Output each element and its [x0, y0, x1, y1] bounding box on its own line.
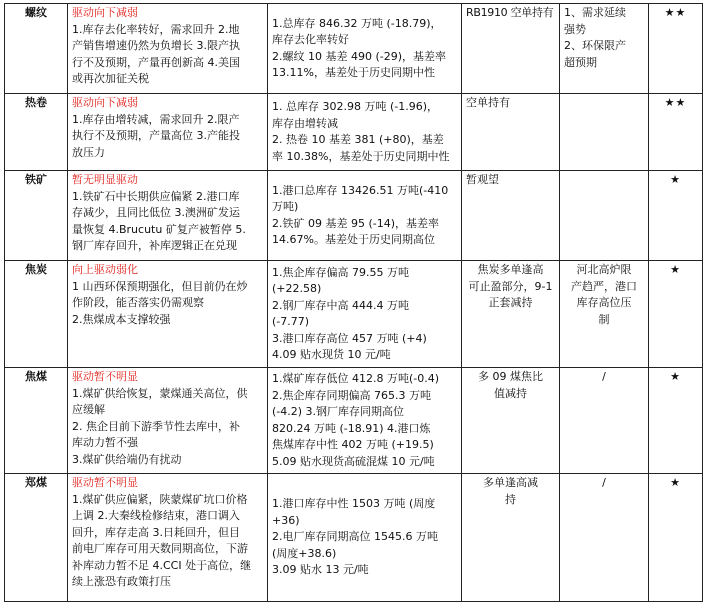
- driver-title: 驱动暂不明显: [72, 370, 138, 383]
- strategy-cell: [462, 4, 560, 94]
- data-line: 2.焦企库存同期偏高 765.3 万吨: [272, 388, 431, 402]
- driver-line: 放压力: [72, 145, 105, 159]
- driver-cell: [68, 4, 268, 94]
- strategy-line: RB1910 空单持有: [466, 6, 554, 19]
- table-row-rebar: [5, 4, 703, 94]
- driver-line: 行不及预期，产量再创新高 4.美国: [72, 55, 240, 69]
- strategy-cell: [462, 474, 560, 602]
- strategy-line: 暂观望: [466, 173, 499, 186]
- rating-stars: ★: [649, 171, 703, 261]
- data-line: 3.09 贴水 13 元/吨: [272, 563, 369, 577]
- data-line: 率 10.38%，基差处于历史同期中性: [272, 149, 450, 163]
- data-line: 1.港口总库存 13426.51 万吨(-410: [272, 183, 449, 197]
- data-line: (周度+38.6): [272, 546, 337, 560]
- data-line: 库存去化率转好: [272, 33, 349, 46]
- driver-line: 库动力暂不强: [72, 436, 138, 449]
- data-line: (-4.2) 3.钢厂库存同期高位: [272, 405, 405, 418]
- data-line: (+22.58): [272, 282, 322, 295]
- driver-line: 量恢复 4.Brucutu 矿复产被暂停 5.: [72, 222, 246, 236]
- rating-stars: ★: [649, 368, 703, 474]
- driver-line: 作阶段，能否落实仍需观察: [72, 296, 204, 309]
- data-line: 1.煤矿库存低位 412.8 万吨(-0.4): [272, 372, 440, 385]
- strategy-cell: [462, 261, 560, 368]
- risk-line: /: [602, 476, 606, 489]
- commodity-name: 螺纹: [5, 4, 68, 94]
- commodity-name: 铁矿: [5, 171, 68, 261]
- driver-title: 驱动向下减弱: [72, 6, 138, 19]
- data-line: 2. 热卷 10 基差 381 (+80)，基差: [272, 133, 444, 146]
- risk-cell: [560, 94, 649, 171]
- risk-line: 制: [598, 312, 610, 326]
- driver-line: 1 山西环保预期强化，但目前仍在炒: [72, 279, 248, 293]
- rating-stars: ★: [649, 261, 703, 368]
- risk-line: 强势: [564, 22, 586, 36]
- driver-cell: [68, 474, 268, 602]
- data-line: 焦煤库存中性 402 万吨 (+19.5): [272, 438, 434, 451]
- risk-line: 河北高炉限: [576, 263, 632, 276]
- rating-stars: ★: [649, 474, 703, 602]
- data-line: 3.港口库存高位 457 万吨 (+4): [272, 331, 427, 345]
- driver-cell: [68, 368, 268, 474]
- data-cell: [268, 368, 462, 474]
- strategy-cell: [462, 94, 560, 171]
- data-cell: [268, 474, 462, 602]
- strategy-line: 持: [505, 492, 516, 506]
- data-line: 4.09 贴水现货 10 元/吨: [272, 348, 391, 361]
- data-line: 2.螺纹 10 基差 490 (-29)，基差率: [272, 49, 447, 63]
- strategy-line: 多 09 煤焦比: [478, 370, 543, 383]
- driver-title: 暂无明显驱动: [72, 173, 138, 186]
- table-row-coking-coal: [5, 368, 703, 474]
- driver-line: 存减少，且同比低位 3.澳洲矿发运: [72, 206, 240, 219]
- data-line: 820.24 万吨 (-18.91) 4.港口炼: [272, 421, 431, 435]
- driver-title: 向上驱动弱化: [72, 263, 138, 276]
- table-row-hot-coil: [5, 94, 703, 171]
- driver-title: 驱动向下减弱: [72, 96, 138, 109]
- table-row-thermal-coal: [5, 474, 703, 602]
- commodity-name: 热卷: [5, 94, 68, 171]
- risk-line: 2、环保限产: [564, 39, 626, 52]
- strategy-cell: [462, 368, 560, 474]
- driver-cell: [68, 261, 268, 368]
- data-line: +36): [272, 513, 300, 527]
- driver-line: 1.库存去化率转好，需求回升 2.地: [72, 22, 240, 36]
- risk-cell: [560, 261, 649, 368]
- driver-line: 续上涨恐有政策打压: [72, 575, 171, 588]
- risk-line: 库存高位压: [576, 296, 632, 309]
- risk-cell: [560, 474, 649, 602]
- driver-line: 前电厂库存可用天数同期高位，下游: [72, 542, 248, 555]
- commodity-name: 焦煤: [5, 368, 68, 474]
- rating-stars: ★★: [649, 4, 703, 94]
- data-line: 13.11%，基差处于历史同期中性: [272, 66, 435, 79]
- data-line: 2.铁矿 09 基差 95 (-14)，基差率: [272, 216, 440, 230]
- driver-line: 1.铁矿石中长期供应偏紧 2.港口库: [72, 189, 240, 203]
- table-row-coke: [5, 261, 703, 368]
- driver-line: 应缓解: [72, 403, 105, 416]
- driver-line: 3.煤矿供给端仍有扰动: [72, 452, 182, 466]
- data-line: (-7.77): [272, 315, 310, 328]
- strategy-line: 值减持: [494, 386, 527, 400]
- table-row-iron-ore: [5, 171, 703, 261]
- driver-line: 执行不及预期，产量高位 3.产能投: [72, 129, 240, 142]
- data-cell: [268, 94, 462, 171]
- rating-stars: ★★: [649, 94, 703, 171]
- data-line: 1.焦企库存偏高 79.55 万吨: [272, 265, 409, 279]
- commodity-name: 焦炭: [5, 261, 68, 368]
- driver-title: 驱动暂不明显: [72, 476, 138, 489]
- risk-line: 1、需求延续: [564, 6, 626, 19]
- strategy-line: 多单逢高减: [483, 476, 538, 489]
- driver-line: 钢厂库存回升，补库逻辑正在兑现: [72, 239, 237, 252]
- data-line: 1.总库存 846.32 万吨 (-18.79)，: [272, 16, 442, 30]
- driver-line: 或再次加征关税: [72, 72, 149, 85]
- risk-line: 超预期: [564, 55, 597, 69]
- driver-line: 2.焦煤成本支撑较强: [72, 312, 171, 326]
- driver-cell: [68, 171, 268, 261]
- strategy-line: 可止盈部分，9-1: [468, 279, 553, 293]
- data-line: 2.钢厂库存中高 444.4 万吨: [272, 298, 409, 312]
- risk-cell: [560, 4, 649, 94]
- commodity-name: 郑煤: [5, 474, 68, 602]
- strategy-line: 正套减持: [488, 296, 533, 309]
- commodity-table: [4, 3, 703, 602]
- driver-line: 产销售增速仍然为负增长 3.限产执: [72, 39, 240, 52]
- data-line: 1. 总库存 302.98 万吨 (-1.96)，: [272, 100, 439, 113]
- risk-cell: [560, 368, 649, 474]
- driver-line: 补库动力暂不足 4.CCI 处于高位，继: [72, 558, 252, 572]
- data-line: 库存由增转减: [272, 116, 338, 130]
- driver-cell: [68, 94, 268, 171]
- data-cell: [268, 171, 462, 261]
- data-line: 2.电厂库存同期高位 1545.6 万吨: [272, 530, 438, 544]
- driver-line: 1.煤矿供给恢复，蒙煤通关高位，供: [72, 386, 248, 400]
- data-line: 万吨): [272, 200, 299, 213]
- risk-cell: [560, 171, 649, 261]
- driver-line: 1.库存由增转减，需求回升 2.限产: [72, 112, 240, 126]
- data-line: 5.09 贴水现货高硫混煤 10 元/吨: [272, 454, 435, 468]
- risk-line: /: [602, 370, 606, 383]
- data-line: 14.67%。基差处于历史同期高位: [272, 233, 435, 246]
- data-cell: [268, 4, 462, 94]
- driver-line: 回升，库存走高 3.日耗回升，但目: [72, 525, 240, 539]
- driver-line: 上调 2.大秦线检修结束，港口调入: [72, 509, 240, 522]
- driver-line: 1.煤矿供应偏紧，陕蒙煤矿坑口价格: [72, 492, 248, 506]
- strategy-line: 空单持有: [466, 96, 510, 109]
- risk-line: 产趋严，港口: [571, 279, 637, 293]
- strategy-cell: [462, 171, 560, 261]
- strategy-line: 焦炭多单逢高: [477, 263, 544, 276]
- data-line: 1.港口库存中性 1503 万吨 (周度: [272, 497, 436, 511]
- data-cell: [268, 261, 462, 368]
- driver-line: 2. 焦企目前下游季节性去库中，补: [72, 419, 240, 433]
